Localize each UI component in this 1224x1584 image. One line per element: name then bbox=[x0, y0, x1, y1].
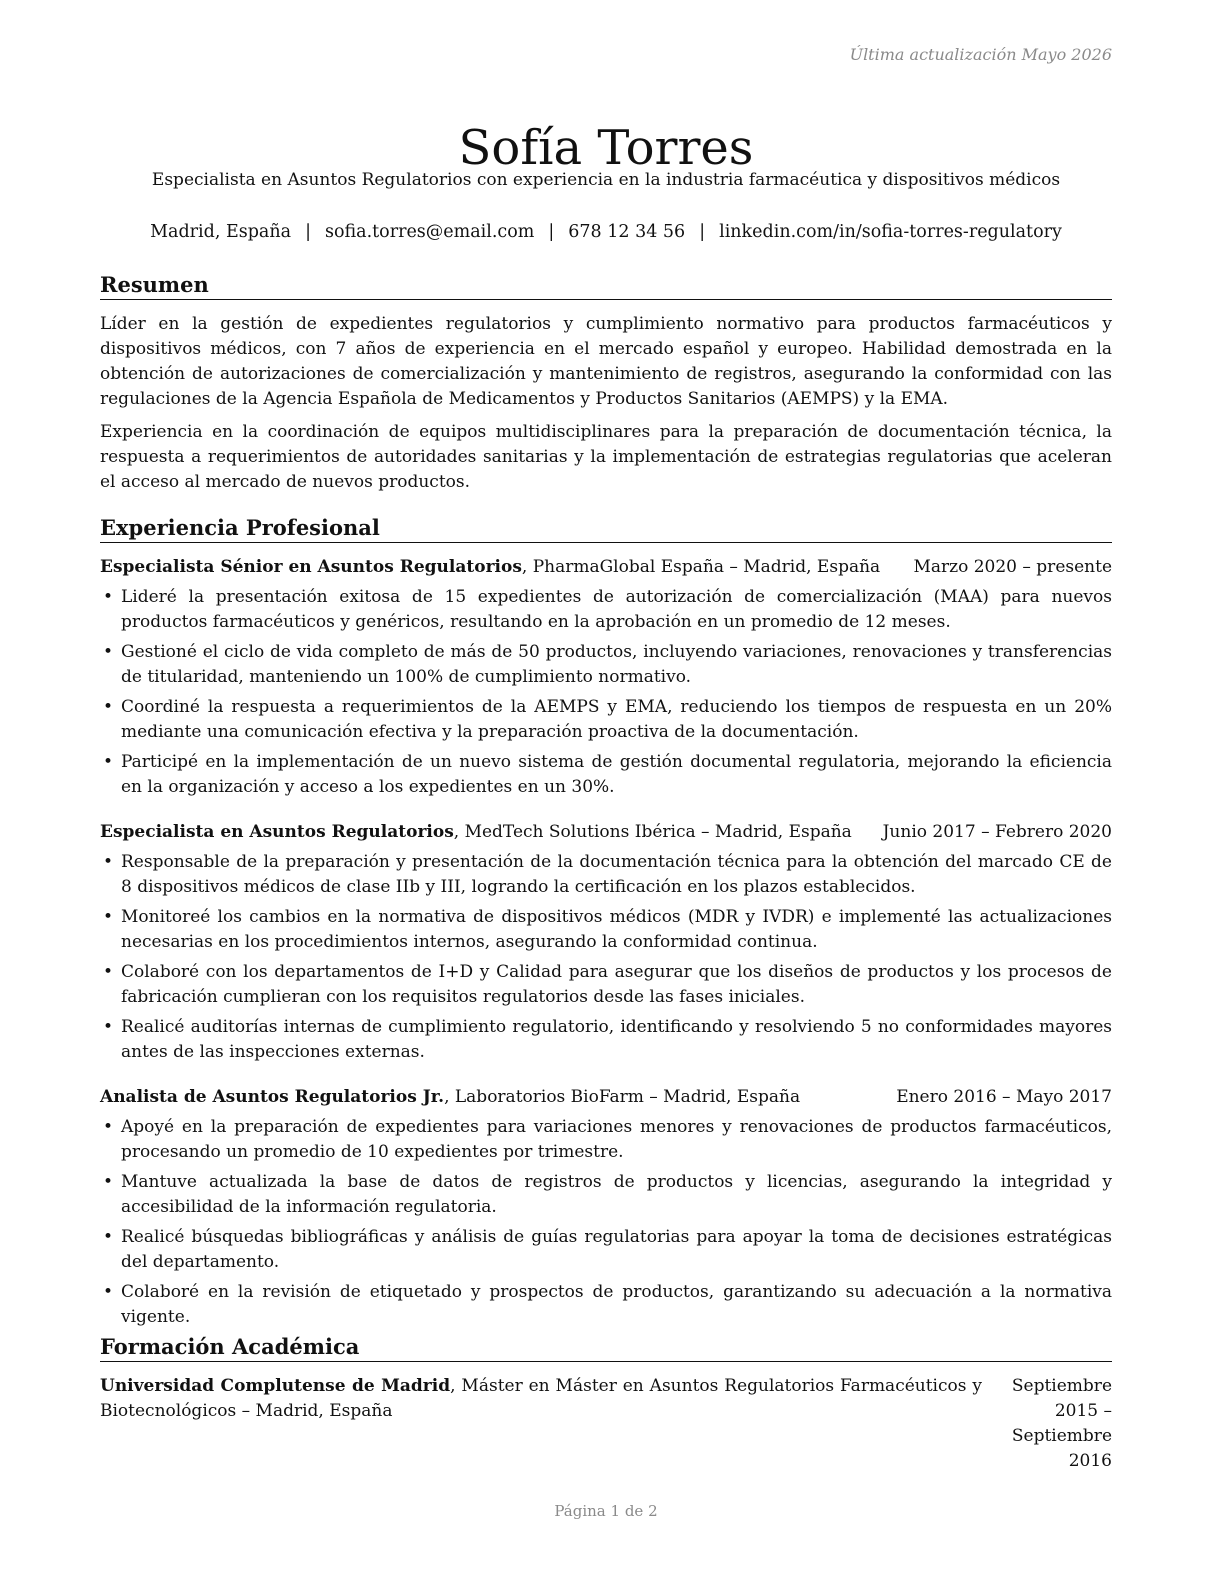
bullet-text: Responsable de la preparación y presentación de la documentación técnica para la obtención del marcado CE de 8 dispositivos médicos de clase IIb y III, logrando la certificación en los plazos establecidos. bbox=[121, 852, 1112, 897]
bullet-item bbox=[100, 850, 1112, 900]
job-company: , MedTech Solutions Ibérica – Madrid, España bbox=[453, 822, 852, 842]
contact-separator: | bbox=[699, 222, 706, 242]
bullet-item bbox=[100, 1170, 1112, 1220]
bullet-dot-icon: • bbox=[103, 1227, 114, 1247]
bullet-dot-icon: • bbox=[103, 962, 114, 982]
section-title-summary: Resumen bbox=[100, 271, 1112, 300]
bullet-text: Monitoreé los cambios en la normativa de dispositivos médicos (MDR y IVDR) e implementé las actualizaciones necesarias en los procedimientos internos, asegurando la conformidad continua. bbox=[121, 907, 1112, 952]
bullet-text: Colaboré con los departamentos de I+D y Calidad para asegurar que los diseños de productos y los procesos de fabricación cumplieran con los requisitos regulatorios desde las fases iniciales. bbox=[121, 962, 1112, 1007]
education-institution: Universidad Complutense de Madrid bbox=[100, 1376, 451, 1396]
bullet-text: Gestioné el ciclo de vida completo de más de 50 productos, incluyendo variaciones, renovaciones y transferencias de titularidad, manteniendo un 100% de cumplimiento normativo. bbox=[121, 642, 1112, 687]
job-entry bbox=[100, 555, 1112, 800]
job-dates: Marzo 2020 – presente bbox=[913, 557, 1112, 577]
summary-paragraph: Líder en la gestión de expedientes regulatorios y cumplimiento normativo para productos farmacéuticos y dispositivos médicos, con 7 años de experiencia en el mercado español y europeo. Habilidad demostrada en la obtención de autorizaciones de comercialización y mantenimiento de registros, asegurando la conformidad con las regulaciones de la Agencia Española de Medicamentos y Productos Sanitarios (AEMPS) y la EMA. bbox=[100, 314, 1112, 409]
bullet-dot-icon: • bbox=[103, 1117, 114, 1137]
bullet-item bbox=[100, 1280, 1112, 1330]
bullet-item bbox=[100, 585, 1112, 635]
bullet-text: Participé en la implementación de un nuevo sistema de gestión documental regulatoria, mejorando la eficiencia en la organización y acceso a los expedientes en un 30%. bbox=[121, 752, 1112, 797]
education-section bbox=[100, 1333, 1112, 1474]
education-entry bbox=[100, 1374, 1112, 1474]
summary-section bbox=[100, 271, 1112, 503]
bullet-item bbox=[100, 960, 1112, 1010]
contact-email[interactable]: sofia.torres@email.com bbox=[324, 222, 535, 242]
job-dates: Enero 2016 – Mayo 2017 bbox=[896, 1087, 1112, 1107]
bullet-text: Apoyé en la preparación de expedientes para variaciones menores y renovaciones de productos farmacéuticos, procesando un promedio de 10 expedientes por trimestre. bbox=[121, 1117, 1112, 1162]
contact-location: Madrid, España bbox=[150, 222, 292, 242]
bullet-text: Coordiné la respuesta a requerimientos de la AEMPS y EMA, reduciendo los tiempos de respuesta en un 20% mediante una comunicación efectiva y la preparación proactiva de la documentación. bbox=[121, 697, 1112, 742]
bullet-dot-icon: • bbox=[103, 1017, 114, 1037]
bullet-dot-icon: • bbox=[103, 1282, 114, 1302]
contact-linkedin[interactable]: linkedin.com/in/sofia-torres-regulatory bbox=[719, 222, 1062, 242]
job-entry bbox=[100, 1085, 1112, 1330]
candidate-name: Sofía Torres bbox=[458, 120, 754, 177]
contact-phone[interactable]: 678 12 34 56 bbox=[568, 222, 686, 242]
bullet-dot-icon: • bbox=[103, 752, 114, 772]
section-title-education: Formación Académica bbox=[100, 1333, 1112, 1362]
bullet-dot-icon: • bbox=[103, 642, 114, 662]
job-header bbox=[100, 820, 1112, 845]
contact-line bbox=[100, 220, 1112, 244]
bullet-item bbox=[100, 1115, 1112, 1165]
bullet-dot-icon: • bbox=[103, 852, 114, 872]
contact-separator: | bbox=[305, 222, 311, 242]
bullet-dot-icon: • bbox=[103, 587, 114, 607]
bullet-text: Colaboré en la revisión de etiquetado y prospectos de productos, garantizando su adecuación a la normativa vigente. bbox=[121, 1282, 1112, 1327]
bullet-text: Realicé búsquedas bibliográficas y análisis de guías regulatorias para apoyar la toma de decisiones estratégicas del departamento. bbox=[121, 1227, 1112, 1272]
section-title-experience: Experiencia Profesional bbox=[100, 514, 1112, 543]
last-updated-note: Última actualización Mayo 2026 bbox=[849, 45, 1112, 64]
bullet-dot-icon: • bbox=[103, 1172, 114, 1192]
job-role: Analista de Asuntos Regulatorios Jr. bbox=[100, 1087, 445, 1107]
job-bullets bbox=[100, 1115, 1112, 1330]
education-degree: , Máster en Máster en Asuntos Regulatorios Farmacéuticos y Biotecnológicos – Madrid, España bbox=[100, 1376, 982, 1421]
bullet-text: Realicé auditorías internas de cumplimiento regulatorio, identificando y resolviendo 5 no conformidades mayores antes de las inspecciones externas. bbox=[121, 1017, 1112, 1062]
job-entry bbox=[100, 820, 1112, 1065]
bullet-dot-icon: • bbox=[103, 907, 114, 927]
job-role: Especialista en Asuntos Regulatorios bbox=[100, 822, 454, 842]
job-dates: Junio 2017 – Febrero 2020 bbox=[882, 822, 1112, 842]
bullet-item bbox=[100, 1015, 1112, 1065]
job-company: , PharmaGlobal España – Madrid, España bbox=[521, 557, 881, 577]
job-role: Especialista Sénior en Asuntos Regulatorios bbox=[100, 557, 522, 577]
bullet-dot-icon: • bbox=[103, 697, 114, 717]
resume-page bbox=[100, 0, 1112, 1584]
job-company: , Laboratorios BioFarm – Madrid, España bbox=[444, 1087, 801, 1107]
job-header bbox=[100, 555, 1112, 580]
bullet-text: Lideré la presentación exitosa de 15 expedientes de autorización de comercialización (MAA) para nuevos productos farmacéuticos y genéricos, resultando en la aprobación en un promedio de 12 meses. bbox=[121, 587, 1112, 632]
bullet-text: Mantuve actualizada la base de datos de registros de productos y licencias, asegurando la integridad y accesibilidad de la información regulatoria. bbox=[121, 1172, 1112, 1217]
education-description bbox=[100, 1374, 982, 1474]
professional-tagline: Especialista en Asuntos Regulatorios con experiencia en la industria farmacéutica y dispositivos médicos bbox=[151, 170, 1061, 190]
experience-section bbox=[100, 514, 1112, 1350]
contact-separator: | bbox=[548, 222, 555, 242]
bullet-item bbox=[100, 695, 1112, 745]
page-number: Página 1 de 2 bbox=[554, 1502, 658, 1520]
education-dates: Septiembre 2015 – Septiembre 2016 bbox=[1011, 1376, 1112, 1471]
bullet-item bbox=[100, 905, 1112, 955]
bullet-item bbox=[100, 1225, 1112, 1275]
summary-paragraph: Experiencia en la coordinación de equipos multidisciplinares para la preparación de documentación técnica, la respuesta a requerimientos de autoridades sanitarias y la implementación de estrategias regulatorias que aceleran el acceso al mercado de nuevos productos. bbox=[100, 422, 1112, 492]
job-bullets bbox=[100, 850, 1112, 1065]
bullet-item bbox=[100, 640, 1112, 690]
job-bullets bbox=[100, 585, 1112, 800]
bullet-item bbox=[100, 750, 1112, 800]
job-header bbox=[100, 1085, 1112, 1110]
